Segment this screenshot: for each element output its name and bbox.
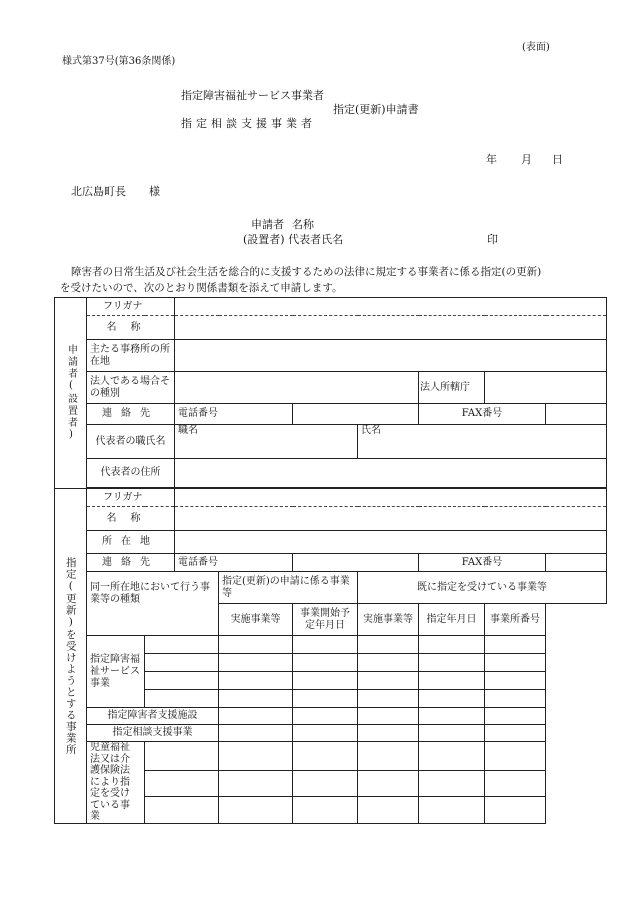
- rep-address-field[interactable]: [175, 459, 607, 488]
- corp-type-label: 法人である場合その種別: [87, 372, 175, 404]
- applicant-fax-field[interactable]: [546, 404, 607, 425]
- other-row1-date[interactable]: [419, 742, 485, 771]
- other-row1-start[interactable]: [293, 742, 358, 771]
- welfare-service-label: 指定障害福祉サービス事業: [87, 636, 145, 708]
- col-exist-impl-header: 実施事業等: [358, 604, 419, 636]
- consultation-start[interactable]: [293, 725, 358, 742]
- other-row2-blank[interactable]: [145, 771, 219, 797]
- welfare-row3-blank[interactable]: [145, 672, 219, 690]
- applying-header: 指定(更新)の申請に係る事業等: [219, 572, 358, 604]
- welfare-row3-no[interactable]: [485, 672, 546, 690]
- support-facility-impl[interactable]: [219, 708, 293, 725]
- business-phone-label: 電話番号: [175, 554, 293, 572]
- applicant-name-label: 名称: [87, 316, 175, 340]
- welfare-row1-impl[interactable]: [219, 636, 293, 654]
- welfare-row1-no[interactable]: [485, 636, 546, 654]
- other-row2-exist[interactable]: [358, 771, 419, 797]
- welfare-row4-impl[interactable]: [219, 690, 293, 708]
- honorific: 様: [149, 185, 160, 198]
- intro-line-1: 障害者の日常生活及び社会生活を総合的に支援するための法律に規定する事業者に係る指定(の更新): [71, 266, 542, 278]
- applicant-rep-label: (設置者) 代表者氏名: [243, 233, 344, 246]
- business-location-field[interactable]: [175, 531, 607, 554]
- other-row3-blank[interactable]: [145, 797, 219, 823]
- other-row3-no[interactable]: [485, 797, 546, 823]
- welfare-row1-blank[interactable]: [145, 636, 219, 654]
- welfare-row2-start[interactable]: [293, 654, 358, 672]
- business-phone-field[interactable]: [293, 554, 419, 572]
- welfare-row4-no[interactable]: [485, 690, 546, 708]
- applicant-name-field[interactable]: [175, 316, 607, 340]
- consultation-label: 指定相談支援事業: [87, 725, 219, 742]
- welfare-row3-exist[interactable]: [358, 672, 419, 690]
- welfare-row2-blank[interactable]: [145, 654, 219, 672]
- welfare-row2-exist[interactable]: [358, 654, 419, 672]
- business-fax-label: FAX番号: [419, 554, 546, 572]
- date-day: 日: [552, 153, 563, 166]
- side-mark: (表面): [522, 42, 550, 53]
- rep-address-label: 代表者の住所: [87, 459, 175, 488]
- consultation-exist[interactable]: [358, 725, 419, 742]
- support-facility-exist[interactable]: [358, 708, 419, 725]
- other-law-label: 児童福祉法又は介護保険法により指定を受けている事業: [87, 742, 145, 824]
- applicant-fax-label: FAX番号: [419, 404, 546, 425]
- welfare-row2-impl[interactable]: [219, 654, 293, 672]
- welfare-row1-start[interactable]: [293, 636, 358, 654]
- same-location-types-label: 同一所在地において行う事業等の種類: [87, 572, 219, 636]
- applicant-label: 申請者: [251, 218, 284, 231]
- applicant-phone-label: 電話番号: [175, 404, 293, 425]
- other-row3-impl[interactable]: [219, 797, 293, 823]
- applicant-phone-field[interactable]: [293, 404, 419, 425]
- other-row2-start[interactable]: [293, 771, 358, 797]
- addressee: 北広島町長: [71, 185, 126, 198]
- other-row2-no[interactable]: [485, 771, 546, 797]
- welfare-row4-exist[interactable]: [358, 690, 419, 708]
- business-furigana-label: フリガナ: [87, 489, 175, 507]
- business-name-label: 名称: [87, 507, 175, 531]
- existing-header: 既に指定を受けている事業等: [358, 572, 607, 604]
- applicant-furigana-label: フリガナ: [87, 298, 175, 316]
- other-row1-exist[interactable]: [358, 742, 419, 771]
- welfare-row3-impl[interactable]: [219, 672, 293, 690]
- applicant-section-label: 申請者(設置者): [55, 298, 87, 489]
- corp-authority-field[interactable]: [485, 372, 607, 404]
- form-number: 様式第37号(第36条関係): [62, 56, 176, 67]
- welfare-row4-blank[interactable]: [145, 690, 219, 708]
- rep-title-field[interactable]: 職名: [175, 425, 358, 459]
- date-year: 年: [486, 153, 497, 166]
- other-row1-blank[interactable]: [145, 742, 219, 771]
- col-impl-header: 実施事業等: [219, 604, 293, 636]
- applicant-furigana-field[interactable]: [175, 298, 607, 316]
- welfare-row4-date[interactable]: [419, 690, 485, 708]
- support-facility-start[interactable]: [293, 708, 358, 725]
- business-furigana-field[interactable]: [175, 489, 607, 507]
- welfare-row1-exist[interactable]: [358, 636, 419, 654]
- other-row1-no[interactable]: [485, 742, 546, 771]
- office-location-label: 主たる事務所の所在地: [87, 340, 175, 372]
- applicant-name-label: 名称: [292, 218, 314, 231]
- consultation-impl[interactable]: [219, 725, 293, 742]
- support-facility-date[interactable]: [419, 708, 485, 725]
- title-line-1: 指定障害福祉サービス事業者: [181, 89, 324, 102]
- office-location-field[interactable]: [175, 340, 607, 372]
- other-row2-impl[interactable]: [219, 771, 293, 797]
- business-fax-field[interactable]: [546, 554, 607, 572]
- corp-authority-label: 法人所轄庁: [419, 372, 485, 404]
- other-row1-impl[interactable]: [219, 742, 293, 771]
- col-start-header: 事業開始予定年月日: [293, 604, 358, 636]
- welfare-row3-date[interactable]: [419, 672, 485, 690]
- rep-title-name-label: 代表者の職氏名: [87, 425, 175, 459]
- welfare-row2-no[interactable]: [485, 654, 546, 672]
- business-name-field[interactable]: [175, 507, 607, 531]
- corp-type-field[interactable]: [175, 372, 419, 404]
- title-line-3: 指定相談支援事業者: [181, 117, 316, 130]
- date-month: 月: [521, 153, 532, 166]
- welfare-row1-date[interactable]: [419, 636, 485, 654]
- title-line-2: 指定(更新)申請書: [333, 103, 419, 116]
- business-section-label: 指定(更新)を受けようとする事業所: [55, 489, 87, 824]
- business-contact-label: 連絡先: [87, 554, 175, 572]
- other-row2-date[interactable]: [419, 771, 485, 797]
- consultation-no[interactable]: [485, 725, 546, 742]
- consultation-date[interactable]: [419, 725, 485, 742]
- welfare-row2-date[interactable]: [419, 654, 485, 672]
- other-row3-date[interactable]: [419, 797, 485, 823]
- application-form-table: [54, 297, 607, 824]
- support-facility-label: 指定障害者支援施設: [87, 708, 219, 725]
- other-row3-start[interactable]: [293, 797, 358, 823]
- applicant-contact-label: 連絡先: [87, 404, 175, 425]
- intro-line-2: を受けたいので、次のとおり関係書類を添えて申請します。: [60, 282, 343, 294]
- rep-name-field[interactable]: 氏名: [358, 425, 607, 459]
- business-location-label: 所在地: [87, 531, 175, 554]
- seal-mark: 印: [487, 233, 498, 246]
- support-facility-no[interactable]: [485, 708, 546, 725]
- other-row3-exist[interactable]: [358, 797, 419, 823]
- welfare-row4-start[interactable]: [293, 690, 358, 708]
- col-designation-date-header: 指定年月日: [419, 604, 485, 636]
- col-office-no-header: 事業所番号: [485, 604, 546, 636]
- welfare-row3-start[interactable]: [293, 672, 358, 690]
